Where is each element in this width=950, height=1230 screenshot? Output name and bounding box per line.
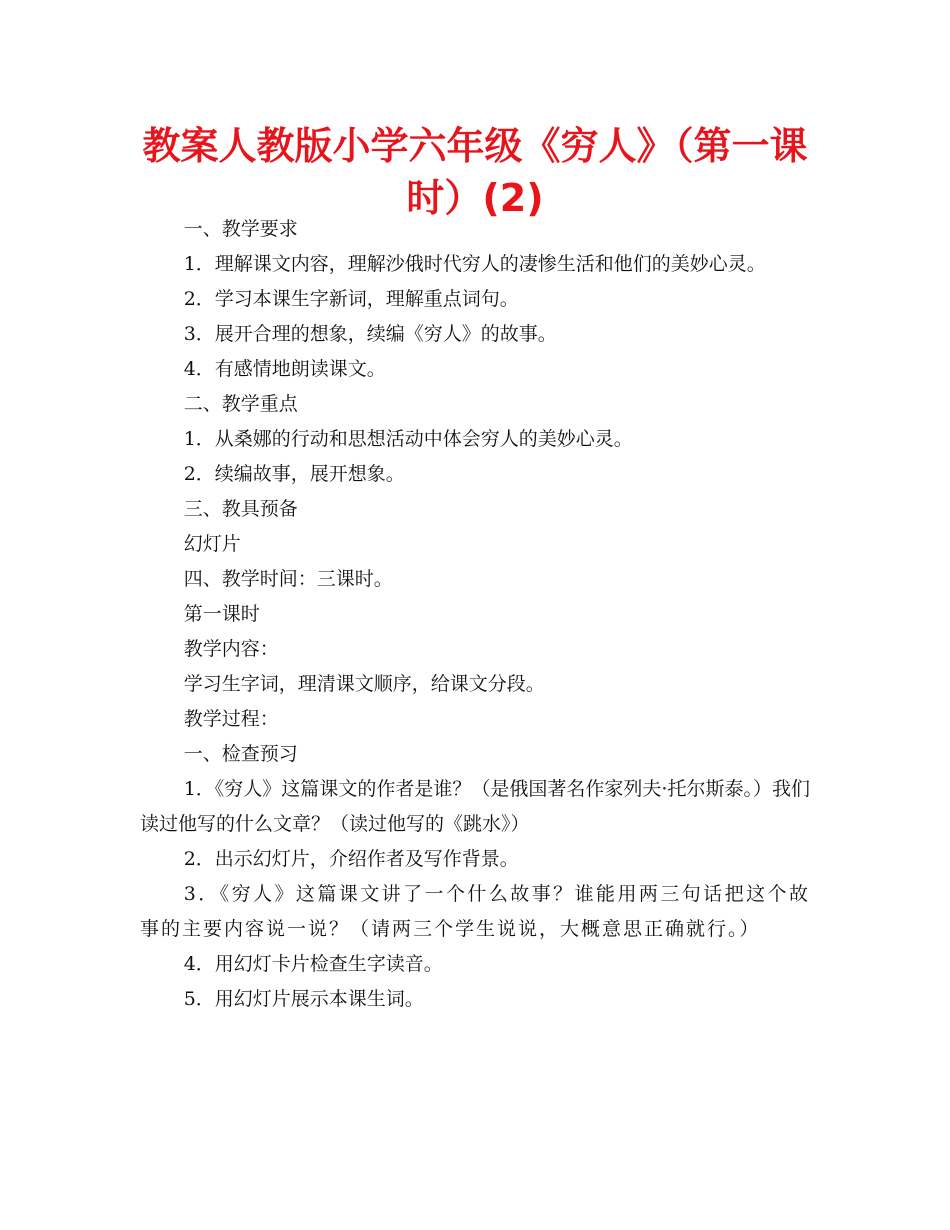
paragraph: 1．从桑娜的行动和思想活动中体会穷人的美妙心灵。 (183, 428, 633, 450)
lesson-heading: 第一课时 (183, 603, 260, 625)
section-heading-materials: 三、教具预备 (183, 498, 298, 520)
paragraph: 学习生字词，理清课文顺序，给课文分段。 (183, 673, 545, 695)
paragraph: 3．展开合理的想象，续编《穷人》的故事。 (183, 323, 557, 345)
section-heading-time: 四、教学时间：三课时。 (183, 568, 393, 590)
paragraph: 5．用幻灯片展示本课生词。 (183, 988, 424, 1010)
paragraph: 3．《穷人》这篇课文讲了一个什么故事？谁能用两三句话把这个故事的主要内容说一说？（请两三个学生说说，大概意思正确就行。） (140, 883, 810, 940)
paragraph: 4．用幻灯卡片检查生字读音。 (183, 953, 443, 975)
paragraph: 教学内容： (183, 638, 279, 660)
paragraph: 教学过程： (183, 708, 279, 730)
paragraph: 4．有感情地朗读课文。 (183, 358, 386, 380)
paragraph: 2．出示幻灯片，介绍作者及写作背景。 (183, 848, 519, 870)
section-heading-requirements: 一、教学要求 (183, 218, 298, 240)
section-heading-preview: 一、检查预习 (183, 743, 298, 765)
paragraph: 2．学习本课生字新词，理解重点词句。 (183, 288, 519, 310)
paragraph: 1．《穷人》这篇课文的作者是谁？（是俄国著名作家列夫·托尔斯泰。）我们读过他写的什么文章？（读过他写的《跳水》） (140, 778, 810, 835)
paragraph: 1．理解课文内容，理解沙俄时代穷人的凄惨生活和他们的美妙心灵。 (183, 253, 766, 275)
section-heading-key-points: 二、教学重点 (183, 393, 298, 415)
paragraph: 幻灯片 (183, 533, 241, 555)
document-title: 教案人教版小学六年级《穷人》（第一课时）(2) (142, 124, 808, 220)
paragraph: 2．续编故事，展开想象。 (183, 463, 405, 485)
document-body (140, 212, 810, 1017)
